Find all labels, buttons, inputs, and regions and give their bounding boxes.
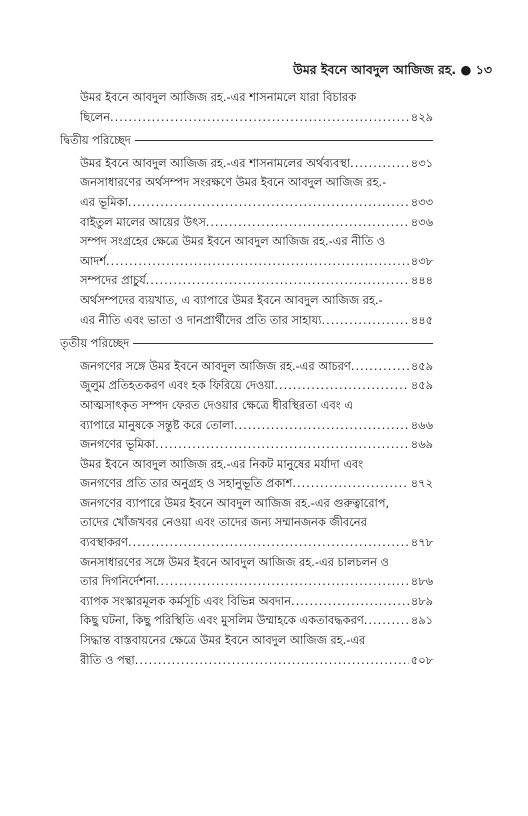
toc-entry-line <box>80 553 433 573</box>
toc-entry-line <box>80 533 433 553</box>
toc-entry-text: কিছু ঘটনা, কিছু পরিস্থিতি এবং মুসলিম উম্মাহকে একতাবদ্ধকরণ <box>80 613 364 628</box>
toc-entry-line <box>80 108 433 128</box>
toc-entry-text: সিদ্ধান্ত বাস্তবায়নের ক্ষেত্রে উমর ইবনে আবদুল আজিজ রহ.-এর <box>80 633 366 648</box>
toc-entry-line <box>80 252 433 272</box>
page-number: ৪৩৩ <box>410 194 433 209</box>
page-number: ৪৯১ <box>410 613 433 628</box>
leader-dots <box>110 108 409 128</box>
toc-entry-text: বাইতুল মালের আয়ের উৎস <box>80 214 206 229</box>
toc-entry-text: উমর ইবনে আবদুল আজিজ রহ.-এর নিকট মানুষের মর্যাদা এবং <box>80 456 364 471</box>
toc-entry[interactable] <box>80 396 433 435</box>
leader-dots <box>155 435 409 455</box>
toc-entry-line <box>80 271 433 291</box>
table-of-contents <box>60 88 433 670</box>
chapter-heading <box>60 131 433 151</box>
page-number: ৪৩৮ <box>410 253 433 268</box>
page-number: ৪৫৯ <box>410 378 433 393</box>
leader-dots <box>351 357 409 377</box>
toc-entry-text: জনগণের সঙ্গে উমর ইবনে আবদুল আজিজ রহ.-এর আচরণ <box>80 358 351 373</box>
toc-entry-text: উমর ইবনে আবদুল আজিজ রহ.-এর শাসনামলে যারা বিচারক <box>80 90 357 104</box>
toc-entry-line <box>80 474 433 494</box>
toc-entry-text: ব্যাপারে মানুষকে সন্তুষ্ট করে তোলা <box>80 417 234 432</box>
page-number: ৪৩১ <box>410 155 433 170</box>
toc-entry[interactable] <box>80 232 433 271</box>
leader-dots <box>291 592 409 612</box>
toc-entry[interactable] <box>80 213 433 233</box>
toc-entry[interactable] <box>80 553 433 592</box>
leader-dots <box>146 271 409 291</box>
toc-entry[interactable] <box>80 592 433 612</box>
toc-entry[interactable] <box>80 494 433 553</box>
toc-entry-text: সম্পদের প্রাচুর্য <box>80 273 146 288</box>
toc-entry-text: জুলুম প্রতিহতকরণ এবং হক ফিরিয়ে দেওয়া <box>80 378 275 393</box>
leader-dots <box>350 154 409 174</box>
toc-entry-line <box>80 213 433 233</box>
leader-dots <box>128 533 409 553</box>
leader-dots <box>206 213 409 233</box>
toc-entry-text: ছিলেন <box>80 109 111 124</box>
running-header: উমর ইবনে আবদুল আজিজ রহ. ● ১৩ <box>293 62 492 77</box>
page-number: ৪৪৫ <box>410 312 433 327</box>
toc-entry-text: ব্যাপক সংস্কারমূলক কর্মসূচি এবং বিভিন্ন অবদান <box>80 593 292 608</box>
toc-entry-line <box>80 396 433 416</box>
chapter-title: দ্বিতীয় পরিচ্ছেদ <box>60 133 131 148</box>
toc-entry-text: জনগণের ভূমিকা <box>80 437 156 452</box>
toc-entry[interactable] <box>80 88 433 127</box>
toc-entry[interactable] <box>80 154 433 174</box>
leader-dots <box>156 572 409 592</box>
leader-dots <box>135 651 409 671</box>
toc-entry-line <box>80 592 433 612</box>
toc-entry[interactable] <box>80 435 433 455</box>
toc-entry-line <box>80 572 433 592</box>
toc-entry-line <box>80 193 433 213</box>
toc-entry[interactable] <box>80 376 433 396</box>
page-number: ৪৪৪ <box>410 273 433 288</box>
leader-dots <box>364 611 409 631</box>
page-number: ৫০৮ <box>410 652 433 667</box>
toc-entry-line <box>80 291 433 311</box>
toc-entry-text: সম্পদ সংগ্রহের ক্ষেত্রে উমর ইবনে আবদুল আজিজ রহ.-এর নীতি ও <box>80 234 386 249</box>
leader-dots <box>106 252 409 272</box>
toc-entry-line <box>80 232 433 252</box>
toc-entry[interactable] <box>80 173 433 212</box>
toc-entry[interactable] <box>80 611 433 631</box>
toc-entry[interactable] <box>80 271 433 291</box>
toc-entry-text: উমর ইবনে আবদুল আজিজ রহ.-এর শাসনামলের অর্থব্যবস্থা <box>80 155 351 170</box>
toc-entry-text: জনগণের ব্যাপারে উমর ইবনে আবদুল আজিজ রহ.-এর গুরুত্বারোপ, <box>80 495 390 510</box>
toc-entry-text: এর ভূমিকা <box>80 194 128 209</box>
toc-entry-line <box>80 455 433 475</box>
chapter-rule <box>133 343 433 344</box>
page-number: ৪৭২ <box>410 476 433 491</box>
page-number: ৪৬৬ <box>410 417 433 432</box>
toc-entry-text: জনগণের প্রতি তার অনুগ্রহ ও সহানুভূতি প্রকাশ <box>80 476 293 491</box>
page-number: ৪৮৯ <box>410 593 433 608</box>
page-number: ৪৭৮ <box>410 535 433 550</box>
toc-entry[interactable] <box>80 631 433 670</box>
toc-entry-line <box>80 631 433 651</box>
toc-entry-text: জনসাধারণের অর্থসম্পদ সংরক্ষণে উমর ইবনে আবদুল আজিজ রহ.- <box>80 175 387 190</box>
toc-entry-text: জনসাধারণের সঙ্গে উমর ইবনে আবদুল আজিজ রহ.-এর চালচলন ও <box>80 554 389 569</box>
chapter-rule <box>135 140 433 141</box>
leader-dots <box>128 193 409 213</box>
page-number: ৪৩৬ <box>410 214 433 229</box>
toc-entry[interactable] <box>80 357 433 377</box>
toc-entry-line <box>80 651 433 671</box>
page-number: ৪২৯ <box>410 109 433 124</box>
page-number: ৪৫৯ <box>410 358 433 373</box>
toc-entry-line <box>80 494 433 514</box>
leader-dots <box>321 311 408 331</box>
toc-entry-text: তার দিগনির্দেশনা <box>80 574 156 589</box>
toc-entry-line <box>80 154 433 174</box>
chapter-title: তৃতীয় পরিচ্ছেদ <box>60 336 130 351</box>
toc-entry-text: তাদের খোঁজখবর নেওয়া এবং তাদের জন্য সম্মানজনক জীবনের <box>80 515 367 530</box>
leader-dots <box>234 416 409 436</box>
toc-entry-line <box>80 416 433 436</box>
toc-entry-line <box>80 173 433 193</box>
chapter-heading <box>60 334 433 354</box>
toc-entry-text: আদর্শ <box>80 253 107 268</box>
toc-entry[interactable] <box>80 455 433 494</box>
toc-entry-line <box>80 311 433 331</box>
toc-entry-line <box>80 376 433 396</box>
leader-dots <box>292 474 408 494</box>
toc-entry[interactable] <box>80 291 433 330</box>
toc-entry-line <box>80 357 433 377</box>
toc-entry-text: এর নীতি এবং ভাতা ও দানপ্রার্থীদের প্রতি তার সাহায্য <box>80 312 322 327</box>
toc-entry-line <box>80 611 433 631</box>
toc-entry-text: রীতি ও পন্থা <box>80 652 135 667</box>
toc-entry-line <box>80 513 433 533</box>
page-number: ৪৬৯ <box>410 437 433 452</box>
page-number: ৪৮৬ <box>410 574 433 589</box>
toc-entry-text: ব্যবস্থাকরণ <box>80 535 128 550</box>
toc-entry-text: আত্মসাৎকৃত সম্পদ ফেরত দেওয়ার ক্ষেত্রে ধীরস্থিরতা এবং এ <box>80 397 353 412</box>
toc-entry-line <box>80 435 433 455</box>
leader-dots <box>274 376 408 396</box>
toc-entry-line <box>80 88 433 108</box>
toc-entry-text: অর্থসম্পদের ব্যয়খাত, এ ব্যাপারে উমর ইবনে আবদুল আজিজ রহ.- <box>80 292 383 307</box>
